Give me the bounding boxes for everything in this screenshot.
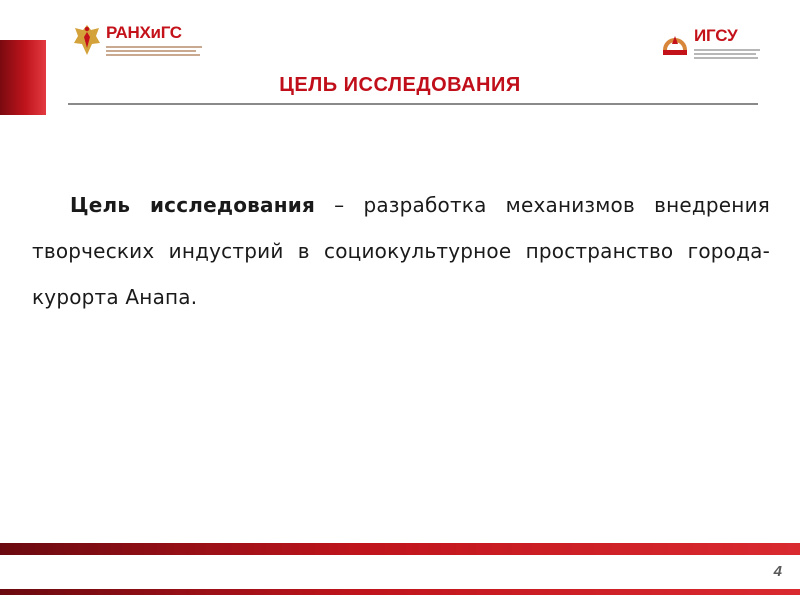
igsu-emblem-icon xyxy=(660,28,690,58)
igsu-logo-name: ИГСУ xyxy=(694,26,738,45)
ranepa-logo xyxy=(72,22,202,58)
research-goal-term: Цель исследования xyxy=(70,193,315,217)
ranepa-logo-name: РАНХиГС xyxy=(106,23,182,42)
igsu-logo xyxy=(660,26,760,60)
footer-band xyxy=(0,543,800,555)
eagle-emblem-icon xyxy=(72,23,102,57)
footer-bottom-line xyxy=(0,589,800,595)
title-divider xyxy=(68,103,758,105)
igsu-logo-subtitle-lines xyxy=(694,47,760,59)
page-number: 4 xyxy=(773,563,782,580)
ranepa-logo-subtitle-lines xyxy=(106,44,202,56)
slide-title: ЦЕЛЬ ИССЛЕДОВАНИЯ xyxy=(279,74,521,96)
research-goal-text: – разработка механизмов внедрения творческих индустрий в социокультурное пространство города-курорта Анапа. xyxy=(32,193,770,309)
research-goal-paragraph xyxy=(32,182,770,320)
